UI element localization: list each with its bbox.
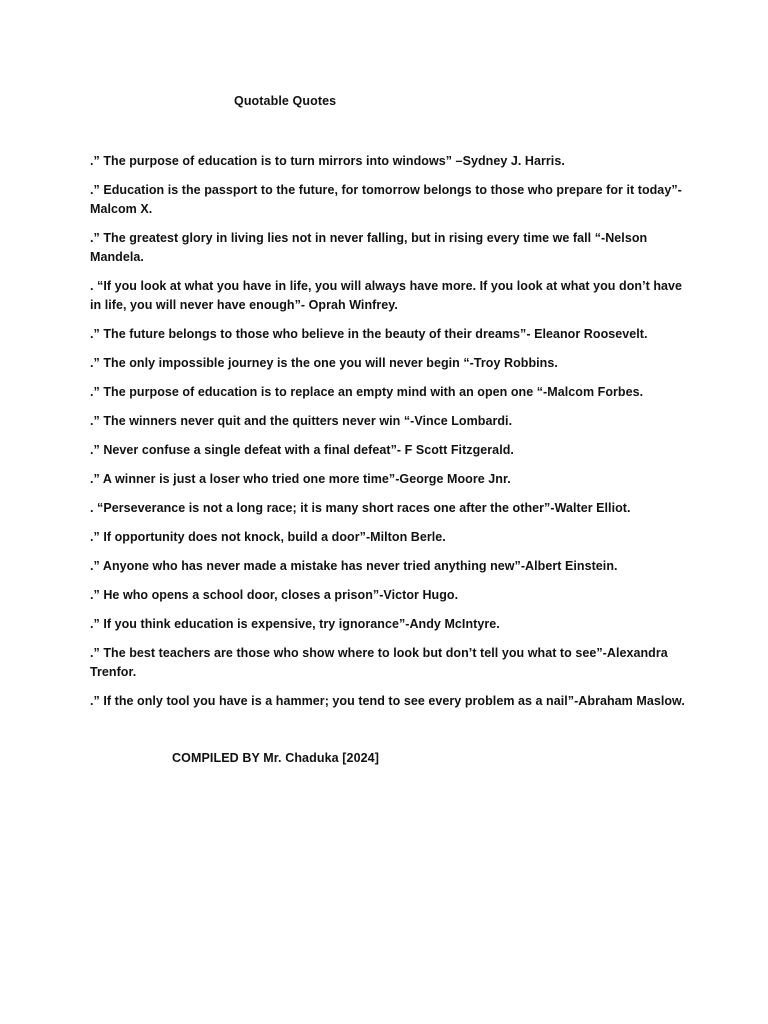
document-title: Quotable Quotes bbox=[234, 94, 337, 108]
quote-item: .” Never confuse a single defeat with a final defeat”- F Scott Fitzgerald. bbox=[90, 443, 514, 457]
quote-item: .” Anyone who has never made a mistake has never tried anything new”-Albert Einstein. bbox=[90, 559, 618, 573]
quote-item: .” A winner is just a loser who tried one more time”-George Moore Jnr. bbox=[90, 472, 511, 486]
quote-item: .” The winners never quit and the quitters never win “-Vince Lombardi. bbox=[90, 414, 513, 428]
quote-item: .” The future belongs to those who believe in the beauty of their dreams”- Eleanor Roosevelt. bbox=[90, 327, 648, 341]
quote-item: .” The greatest glory in living lies not in never falling, but in rising every time we fall “-Nelson Mandela. bbox=[90, 231, 648, 264]
compiled-by-footer: COMPILED BY Mr. Chaduka [2024] bbox=[172, 751, 379, 765]
quote-item: .” He who opens a school door, closes a prison”-Victor Hugo. bbox=[90, 588, 459, 602]
quote-item: .” The only impossible journey is the one you will never begin “-Troy Robbins. bbox=[90, 356, 558, 370]
quote-list bbox=[90, 152, 690, 721]
quote-item: .” If you think education is expensive, try ignorance”-Andy McIntyre. bbox=[90, 617, 500, 631]
quote-item: .” The purpose of education is to replace an empty mind with an open one “-Malcom Forbes. bbox=[90, 385, 644, 399]
quote-item: .” Education is the passport to the future, for tomorrow belongs to those who prepare for it today”- Malcom X. bbox=[90, 183, 682, 216]
quote-item: .” The best teachers are those who show where to look but don’t tell you what to see”-Alexandra Trenfor. bbox=[90, 646, 668, 679]
quote-item: .” The purpose of education is to turn mirrors into windows” –Sydney J. Harris. bbox=[90, 154, 565, 168]
quote-item: .” If the only tool you have is a hammer; you tend to see every problem as a nail”-Abraham Maslow. bbox=[90, 694, 685, 708]
quote-item: .” If opportunity does not knock, build a door”-Milton Berle. bbox=[90, 530, 446, 544]
quote-item: . “Perseverance is not a long race; it is many short races one after the other”-Walter Elliot. bbox=[90, 501, 631, 515]
quote-item: . “If you look at what you have in life, you will always have more. If you look at what you don’t have in life, you will never have enough”- Oprah Winfrey. bbox=[90, 279, 683, 312]
